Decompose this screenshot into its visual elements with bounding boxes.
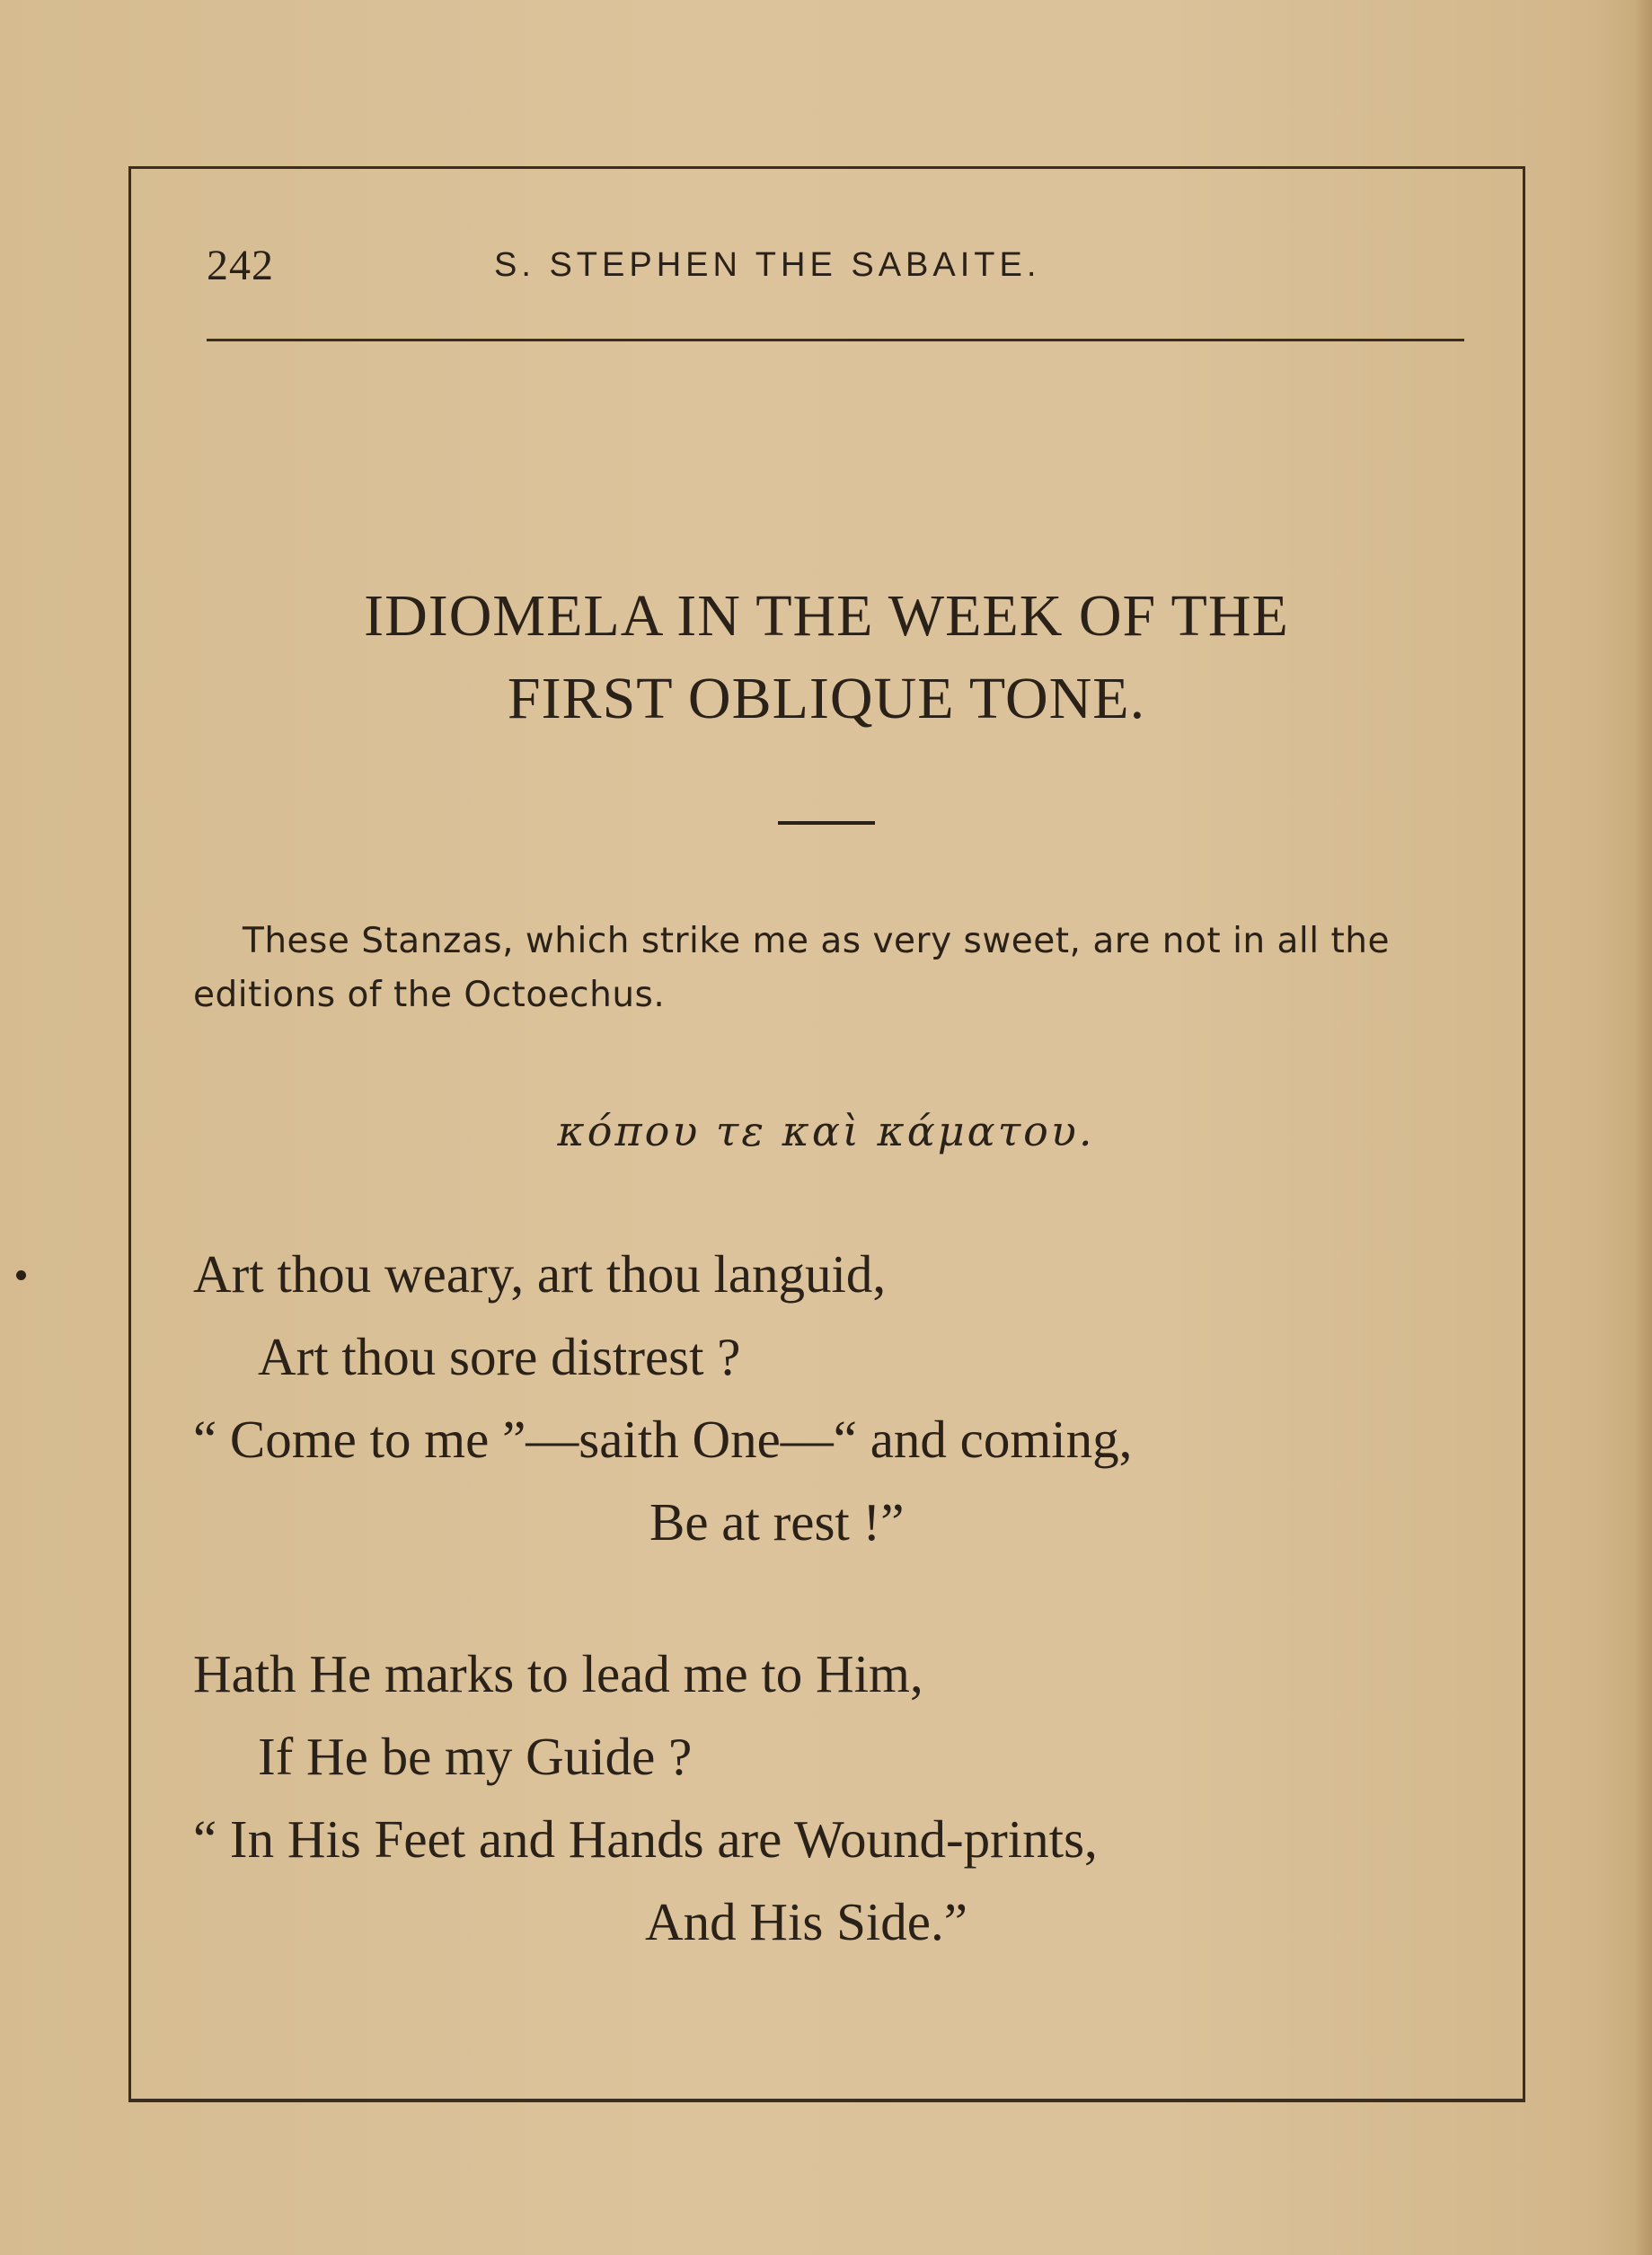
header-rule (207, 339, 1464, 341)
stanza-2 (193, 1632, 1469, 1963)
greek-incipit: κόπου τε καὶ κάματου. (557, 1107, 1095, 1155)
verse-line: If He be my Guide ? (258, 1727, 693, 1786)
margin-mark (16, 1270, 26, 1280)
verse-line: Hath He marks to lead me to Him, (193, 1644, 923, 1703)
running-head (207, 241, 1473, 295)
page-number: 242 (207, 242, 274, 289)
verse-line: Be at rest !” (649, 1492, 905, 1552)
section-heading (162, 575, 1491, 740)
running-title: S. STEPHEN THE SABAITE. (494, 246, 1041, 284)
verse-line: Art thou sore distrest ? (258, 1327, 741, 1386)
verse-line: “ Come to me ”—saith One—“ and coming, (193, 1410, 1133, 1469)
section-heading-line-1: IDIOMELA IN THE WEEK OF THE (364, 583, 1289, 649)
verse-line: “ In His Feet and Hands are Wound-prints, (193, 1809, 1098, 1869)
editorial-note: These Stanzas, which strike me as very sweet, are not in all the editions of the Octoechus. (193, 921, 1390, 1015)
heading-rule (778, 821, 875, 825)
verse-line: And His Side.” (645, 1892, 967, 1951)
stanza-1 (193, 1233, 1469, 1563)
section-heading-line-2: FIRST OBLIQUE TONE. (507, 666, 1146, 731)
verse-line: Art thou weary, art thou languid, (193, 1244, 887, 1304)
